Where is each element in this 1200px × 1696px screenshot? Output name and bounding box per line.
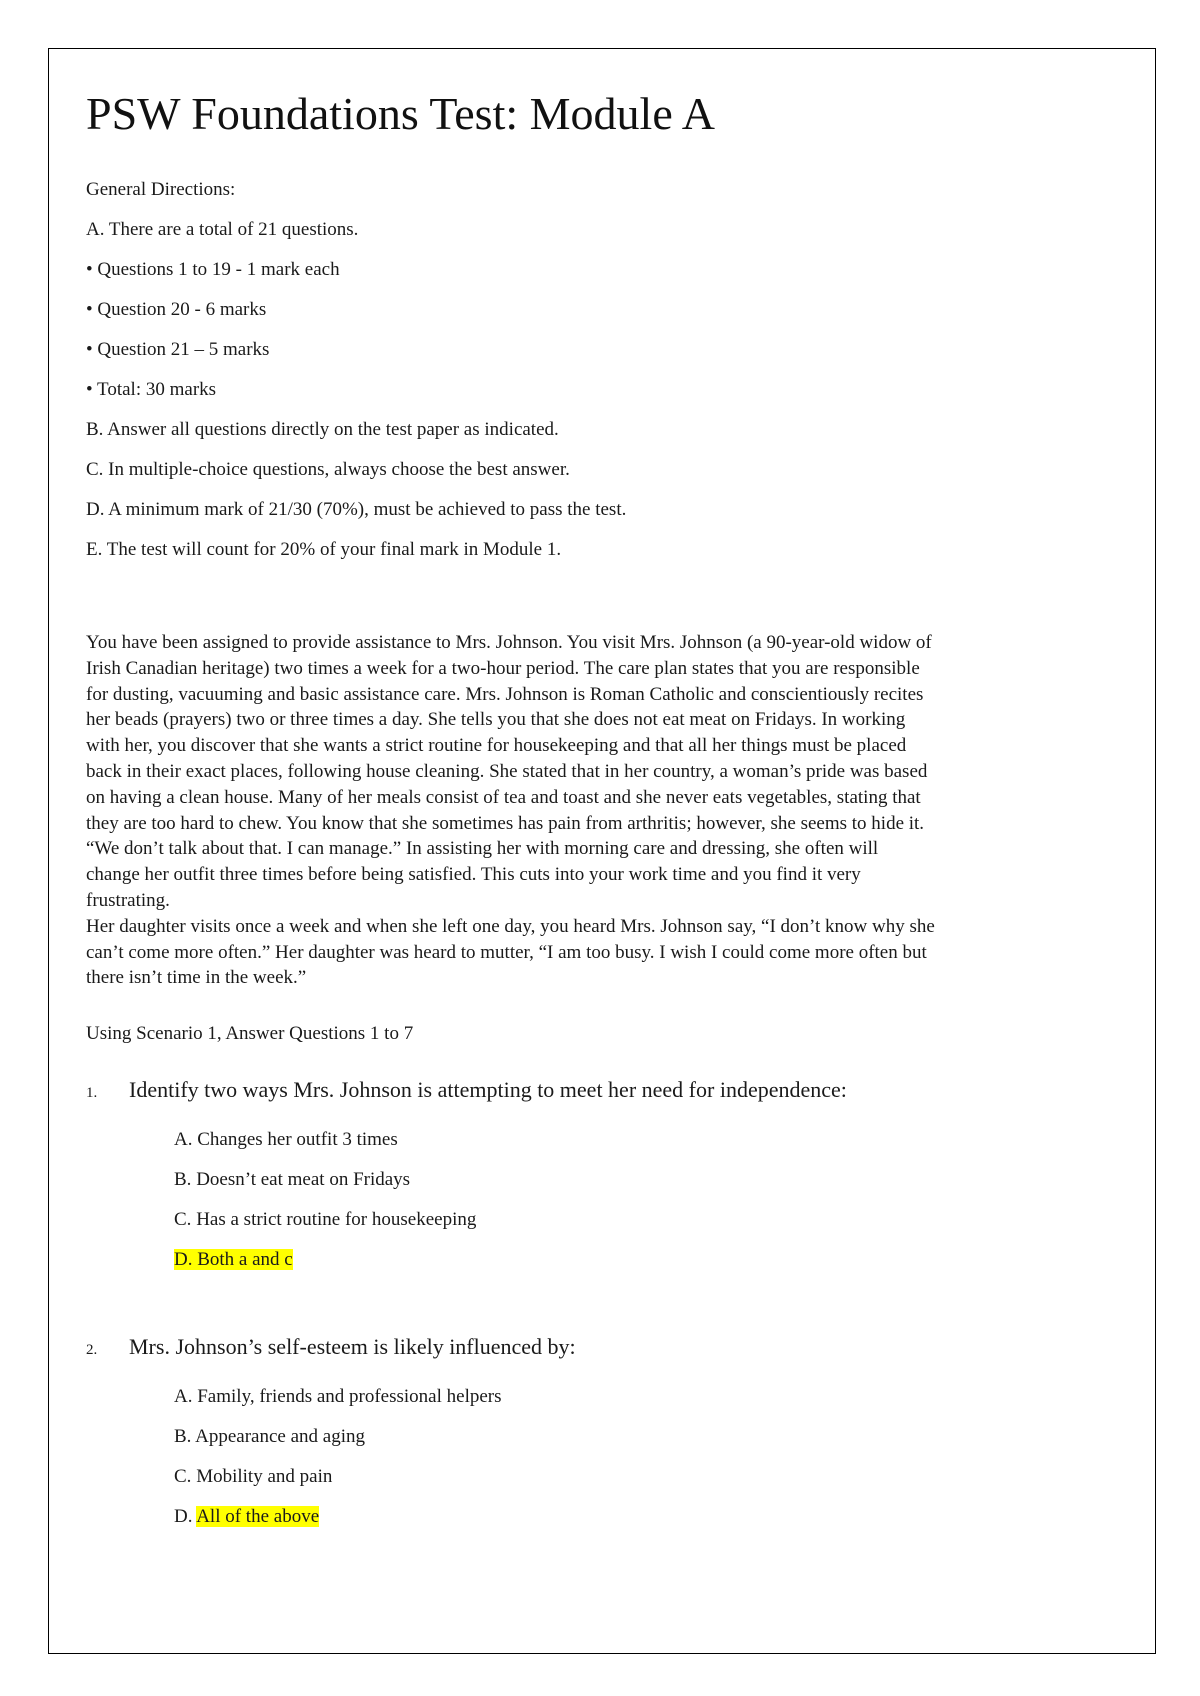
- answer-option-a[interactable]: [174, 1120, 1086, 1160]
- directions-heading: General Directions:: [86, 179, 236, 200]
- question-stem: [86, 1075, 1086, 1108]
- answer-options: [174, 1377, 1086, 1537]
- question-text: Mrs. Johnson’s self-esteem is likely influenced by:: [129, 1334, 576, 1360]
- question-1: [86, 1075, 1086, 1280]
- option-text: Both a and c: [197, 1249, 293, 1271]
- option-letter: C.: [174, 1209, 192, 1231]
- question-number: 2.: [86, 1342, 98, 1359]
- direction-line: • Questions 1 to 19 - 1 mark each: [86, 259, 340, 280]
- question-stem: [86, 1332, 1086, 1365]
- answer-option-c[interactable]: [174, 1200, 1086, 1240]
- option-letter: A.: [174, 1129, 193, 1151]
- direction-line: B. Answer all questions directly on the test paper as indicated.: [86, 419, 559, 440]
- scenario-text: [86, 630, 936, 991]
- scenario-paragraph: Her daughter visits once a week and when she left one day, you heard Mrs. Johnson say, “I don’t know why she can’t come more often.” Her daughter was heard to mutter, “I am too busy. I wish I could come more often but there isn’t time in the week.”: [86, 915, 935, 989]
- general-directions: [86, 170, 1086, 570]
- answer-option-d[interactable]: [174, 1240, 1086, 1280]
- question-number: 1.: [86, 1085, 98, 1102]
- question-2: [86, 1332, 1086, 1537]
- option-letter: B.: [174, 1426, 192, 1448]
- option-letter: D.: [174, 1506, 193, 1528]
- answer-option-a[interactable]: [174, 1377, 1086, 1417]
- answer-option-b[interactable]: [174, 1417, 1086, 1457]
- option-text: Family, friends and professional helpers: [197, 1386, 502, 1408]
- answer-option-d[interactable]: [174, 1497, 1086, 1537]
- question-text: Identify two ways Mrs. Johnson is attempting to meet her need for independence:: [129, 1077, 847, 1103]
- highlighted-answer: [174, 1249, 293, 1270]
- option-text: Has a strict routine for housekeeping: [196, 1209, 477, 1231]
- option-text: Doesn’t eat meat on Fridays: [196, 1169, 411, 1191]
- page-title: PSW Foundations Test: Module A: [86, 88, 715, 139]
- option-text: Changes her outfit 3 times: [197, 1129, 398, 1151]
- answer-option-b[interactable]: [174, 1160, 1086, 1200]
- direction-line: D. A minimum mark of 21/30 (70%), must be achieved to pass the test.: [86, 499, 627, 520]
- answer-options: [174, 1120, 1086, 1280]
- direction-line: E. The test will count for 20% of your final mark in Module 1.: [86, 539, 562, 560]
- answer-option-c[interactable]: [174, 1457, 1086, 1497]
- direction-line: • Question 21 – 5 marks: [86, 339, 270, 360]
- option-text: Appearance and aging: [195, 1426, 365, 1448]
- direction-line: C. In multiple-choice questions, always choose the best answer.: [86, 459, 570, 480]
- document-content: [86, 84, 1086, 1537]
- option-letter: D.: [174, 1249, 193, 1271]
- scenario-paragraph: You have been assigned to provide assistance to Mrs. Johnson. You visit Mrs. Johnson (a 90-year-old widow of Irish Canadian heritage) two times a week for a two-hour period. The care plan states that you are responsible for dusting, vacuuming and basic assistance care. Mrs. Johnson is Roman Catholic and conscientiously recites her beads (prayers) two or three times a day. She tells you that she does not eat meat on Fridays. In working with her, you discover that she wants a strict routine for housekeeping and that all her things must be placed back in their exact places, following house cleaning. She stated that in her country, a woman’s pride was based on having a clean house. Many of her meals consist of tea and toast and she never eats vegetables, stating that they are too hard to chew. You know that she sometimes has pain from arthritis; however, she seems to hide it. “We don’t talk about that. I can manage.” In assisting her with morning care and dressing, she often will change her outfit three times before being satisfied. This cuts into your work time and you find it very frustrating.: [86, 632, 932, 911]
- highlighted-answer: All of the above: [196, 1506, 320, 1528]
- direction-line: • Total: 30 marks: [86, 379, 217, 400]
- direction-line: A. There are a total of 21 questions.: [86, 219, 359, 240]
- option-text: Mobility and pain: [196, 1466, 333, 1488]
- option-letter: B.: [174, 1169, 192, 1191]
- direction-line: • Question 20 - 6 marks: [86, 299, 267, 320]
- option-letter: A.: [174, 1386, 193, 1408]
- option-letter: C.: [174, 1466, 192, 1488]
- scenario-instruction: Using Scenario 1, Answer Questions 1 to 7: [86, 1023, 414, 1045]
